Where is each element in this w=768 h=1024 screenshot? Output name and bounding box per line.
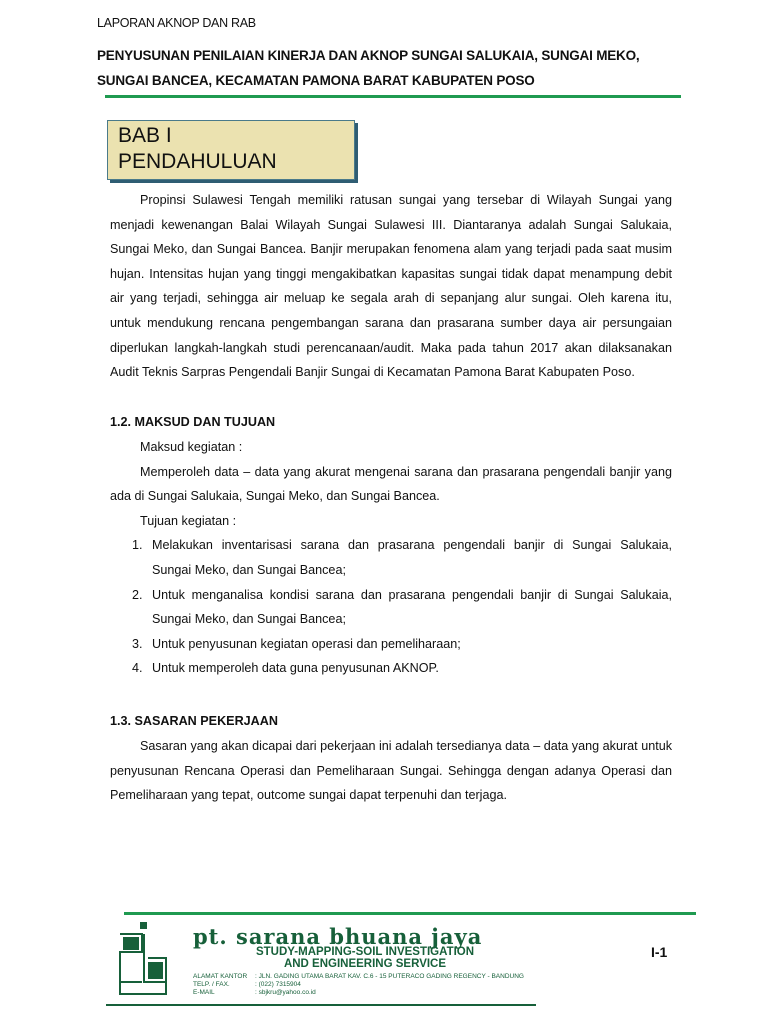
service-line: AND ENGINEERING SERVICE	[283, 958, 447, 970]
section-heading-1-3: 1.3. SASARAN PEKERJAAN	[110, 714, 278, 728]
text-line: Propinsi Sulawesi Tengah memiliki ratusan sungai yang tersebar di Wilayah Sungai yang	[140, 193, 672, 207]
company-contact	[193, 973, 524, 997]
chapter-box	[107, 120, 355, 180]
footer-divider-top	[124, 912, 696, 915]
text-line: Sasaran yang akan dicapai dari pekerjaan ini adalah tersedianya data – data yang akurat untuk	[140, 739, 672, 753]
maksud-label: Maksud kegiatan :	[140, 440, 243, 454]
section-1-2-body	[110, 435, 672, 681]
item-number: 2.	[132, 587, 143, 602]
text-line: untuk mendukung rencana pengembangan sarana dan prasarana sumber daya air persungaian	[110, 315, 672, 330]
email-value: : sbjkru@yahoo.co.id	[255, 989, 316, 996]
address-value: : JLN. GADING UTAMA BARAT KAV. C.6 - 15 PUTERACO GADING REGENCY - BANDUNG	[255, 973, 524, 980]
address-label: ALAMAT KANTOR	[193, 973, 248, 980]
chapter-number: BAB I	[118, 124, 172, 147]
text-line: Sungai Meko, dan Sungai Bancea. Banjir merupakan fenomena alam yang terjadi pada saat musim	[110, 242, 672, 257]
text-line: hujan. Intensitas hujan yang tinggi mengakibatkan kapasitas sungai tidak dapat menampung debit	[110, 266, 672, 281]
list-item	[132, 583, 672, 608]
service-line: STUDY-MAPPING-SOIL INVESTIGATION	[255, 946, 475, 958]
phone-label: TELP. / FAX.	[193, 981, 230, 988]
text-line: Sungai Meko, dan Sungai Bancea;	[152, 612, 346, 627]
section-heading-1-2: 1.2. MAKSUD DAN TUJUAN	[110, 415, 276, 429]
report-title-line: SUNGAI BANCEA, KECAMATAN PAMONA BARAT KABUPATEN POSO	[97, 73, 535, 88]
list-item	[132, 632, 672, 657]
list-item	[132, 656, 672, 681]
text-line: Untuk menganalisa kondisi sarana dan prasarana pengendali banjir di Sungai Salukaia,	[152, 587, 672, 602]
intro-paragraph	[110, 188, 672, 385]
tujuan-label: Tujuan kegiatan :	[140, 513, 237, 528]
header-divider	[105, 95, 681, 98]
text-line: diperlukan langkah-langkah studi perencanaan/audit. Maka pada tahun 2017 akan dilaksanakan	[110, 340, 672, 355]
item-number: 3.	[132, 636, 143, 651]
report-title	[97, 43, 639, 93]
text-line: ada di Sungai Salukaia, Sungai Meko, dan Sungai Bancea.	[110, 489, 440, 504]
footer-divider-bottom	[106, 1004, 536, 1006]
text-line: Audit Teknis Sarpras Pengendali Banjir Sungai di Kecamatan Pamona Barat Kabupaten Poso.	[110, 365, 635, 380]
report-title-line: PENYUSUNAN PENILAIAN KINERJA DAN AKNOP SUNGAI SALUKAIA, SUNGAI MEKO,	[97, 48, 640, 63]
page-number: I-1	[651, 944, 668, 960]
item-number: 4.	[132, 661, 143, 676]
text-line: air yang terjadi, sehingga air meluap ke segala arah di sepanjang alur sungai. Oleh karena itu,	[110, 291, 672, 306]
phone-value: : (022) 7315904	[255, 981, 301, 988]
list-item	[132, 533, 672, 558]
email-label: E-MAIL	[193, 989, 215, 996]
text-line: Untuk memperoleh data guna penyusunan AKNOP.	[152, 661, 439, 676]
text-line: penyusunan Rencana Operasi dan Pemeliharaan Sungai. Sehingga dengan adanya Operasi dan	[110, 763, 672, 778]
company-logo-icon	[118, 922, 168, 997]
text-line: Pemeliharaan yang tepat, outcome sungai dapat terpenuhi dan terjaga.	[110, 788, 507, 803]
text-line: Sungai Meko, dan Sungai Bancea;	[152, 562, 346, 577]
tujuan-list	[110, 533, 672, 681]
text-line: Untuk penyusunan kegiatan operasi dan pemeliharaan;	[152, 636, 461, 651]
item-number: 1.	[132, 538, 143, 553]
text-line: Memperoleh data – data yang akurat mengenai sarana dan prasarana pengendali banjir yang	[140, 464, 672, 479]
company-name: pt. sarana bhuana jaya	[193, 924, 483, 949]
report-label: LAPORAN AKNOP DAN RAB	[97, 16, 256, 30]
text-line: Melakukan inventarisasi sarana dan prasarana pengendali banjir di Sungai Salukaia,	[152, 538, 672, 553]
company-services	[215, 946, 515, 970]
text-line: menjadi kewenangan Balai Wilayah Sungai Sulawesi III. Diantaranya adalah Sungai Salukaia,	[110, 217, 672, 232]
section-1-3-body	[110, 734, 672, 808]
chapter-title: PENDAHULUAN	[118, 150, 277, 173]
